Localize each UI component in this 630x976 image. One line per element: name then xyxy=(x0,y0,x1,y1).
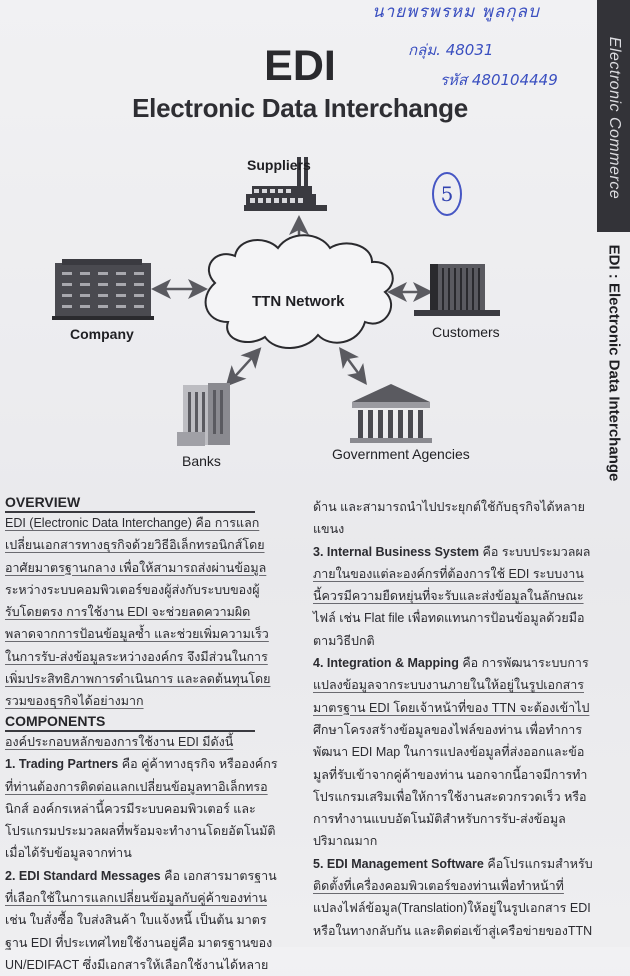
arrow-banks xyxy=(229,351,258,383)
government-columns-icon xyxy=(350,384,432,443)
overview-line: พลาดจากการป้อนข้อมูลซ้ำ และช่วยเพิ่มความเร็ว xyxy=(5,627,269,642)
node-label-government: Government Agencies xyxy=(332,446,470,462)
component-line: โปรแกรมเสริมเพื่อให้การใช้งานสะดวกรวดเร็ว หรือ xyxy=(313,789,587,804)
diagram-graphics xyxy=(0,0,597,480)
arrow-government xyxy=(342,351,364,381)
overview-heading: OVERVIEW xyxy=(5,494,255,513)
component-line: ฐาน EDI ที่ประเทศไทยใช้งานอยู่คือ มาตรฐานของ xyxy=(5,935,273,950)
node-label-banks: Banks xyxy=(182,453,221,469)
component-line: การทำงานแบบอัตโนมัติสำหรับการรับ-ส่งข้อมูล xyxy=(313,812,566,827)
node-label-suppliers: Suppliers xyxy=(247,157,311,173)
component-line: หรือในทางกลับกัน และติดต่อเข้าสู่เครือข่ายของTTN xyxy=(313,923,593,938)
component-line: แปลงข้อมูลจากระบบงานภายในให้อยู่ในรูปเอกสาร xyxy=(313,678,584,693)
component-line: ปริมาณมาก xyxy=(313,834,378,849)
components-intro: องค์ประกอบหลักของการใช้งาน EDI มีดังนี้ xyxy=(5,735,234,749)
overview-line: EDI (Electronic Data Interchange) คือ การแลก xyxy=(5,516,260,530)
component-line: แปลงไฟล์ข้อมูล(Translation)ให้อยู่ในรูปเอกสาร EDI xyxy=(313,901,591,916)
cloud-label-ttn-network: TTN Network xyxy=(252,293,345,310)
component-line: UN/EDIFACT ซึ่งมีเอกสารให้เลือกใช้งานได้หลาย xyxy=(5,957,269,972)
components-right-column xyxy=(313,496,603,942)
component-line: พัฒนา EDI Map ในการแปลงข้อมูลที่ส่งออกและข้อ xyxy=(313,745,585,760)
component-line: ศึกษาโครงสร้างข้อมูลของไฟล์ของท่าน เพื่อทำการ xyxy=(313,722,583,737)
side-section-tab xyxy=(597,0,630,232)
component-line: ภายในของแต่ละองค์กรที่ต้องการใช้ EDI ระบบงาน xyxy=(313,566,584,581)
side-page-title-label: EDI : Electronic Data Interchange xyxy=(605,244,622,482)
overview-line: ระหว่างระบบคอมพิวเตอร์ของผู้ส่งกับระบบของผู้ xyxy=(5,582,260,597)
side-section-label: Electronic Commerce xyxy=(605,36,623,200)
handwritten-group: กลุ่ม. 48031 xyxy=(408,41,494,59)
component-line: ตามวิธีปกติ xyxy=(313,633,375,648)
component-line: 4. Integration & Mapping คือ การพัฒนาระบบการ xyxy=(313,656,589,671)
overview-line: รวมของธุรกิจได้อย่างมาก xyxy=(5,694,144,709)
handwritten-student-id: รหัส 480104449 xyxy=(440,71,558,89)
side-page-title xyxy=(597,232,630,497)
component-line: 2. EDI Standard Messages คือ เอกสารมาตรฐาน xyxy=(5,868,277,883)
node-label-customers: Customers xyxy=(432,324,500,340)
component-line: ไฟล์ เช่น Flat file เพื่อทดแทนการป้อนข้อมูลด้วยมือ xyxy=(313,611,585,626)
components-heading: COMPONENTS xyxy=(5,713,255,732)
cloud-icon xyxy=(206,235,393,348)
page-subtitle: Electronic Data Interchange xyxy=(132,93,468,123)
component-line: ที่ท่านต้องการติดต่อแลกเปลี่ยนข้อมูลทาอิเล็กทรอ xyxy=(5,779,268,794)
component-line: นิกส์ องค์กรเหล่านี้ควรมีระบบคอมพิวเตอร์ และ xyxy=(5,801,256,816)
handwritten-name: นายพรพรหม พูลกุลบ xyxy=(372,2,540,22)
component-line: มูลที่รับเข้าจากคู่ค้าของท่าน นอกจากนี้อาจมีการทำ xyxy=(313,767,588,782)
page-mark-number: 5 xyxy=(440,182,454,206)
page-title: EDI xyxy=(264,42,336,90)
edi-network-diagram xyxy=(0,0,597,480)
overview-line: ในการรับ-ส่งข้อมูลระหว่างองค์กร จึงมีส่วนในการ xyxy=(5,649,268,664)
overview-line: เปลี่ยนเอกสารทางธุรกิจด้วยวิธีอิเล็กทรอนิกส์โดย xyxy=(5,538,265,553)
component-line: โปรแกรมประมวลผลที่พร้อมจะทำงานโดยอัตโนมัติ xyxy=(5,824,276,839)
bank-building-icon xyxy=(177,383,230,446)
component-line: นี้ควรมีความยืดหยุ่นที่จะรับและส่งข้อมูลในลักษณะ xyxy=(313,589,584,604)
component-line: ด้าน และสามารถนำไปประยุกต์ใช้กับธุรกิจได้หลาย xyxy=(313,500,585,514)
tower-building-icon xyxy=(414,264,500,316)
component-line: เช่น ใบสั่งซื้อ ใบส่งสินค้า ใบแจ้งหนี้ เป็นต้น มาตร xyxy=(5,913,267,928)
component-line: มาตรฐาน EDI โดยเจ้าหน้าที่ของ TTN จะต้องเข้าไป xyxy=(313,700,590,715)
component-line: 1. Trading Partners คือ คู่ค้าทางธุรกิจ หรือองค์กร xyxy=(5,757,278,772)
component-line: 5. EDI Management Software คือโปรแกรมสำหรับ xyxy=(313,856,593,871)
office-building-icon xyxy=(52,259,154,320)
components-left-column xyxy=(5,731,305,976)
overview-text xyxy=(5,512,305,713)
component-line: เมื่อได้รับข้อมูลจากท่าน xyxy=(5,846,132,861)
overview-line: รับโดยตรง การใช้งาน EDI จะช่วยลดความผิด xyxy=(5,605,251,620)
component-line: ที่เลือกใช้ในการแลกเปลี่ยนข้อมูลกับคู่ค้าของท่าน xyxy=(5,891,267,906)
component-line: แขนง xyxy=(313,522,345,537)
overview-line: เพิ่มประสิทธิภาพการดำเนินการ และลดต้นทุนโดย xyxy=(5,672,271,687)
component-line: 3. Internal Business System คือ ระบบประมวลผล xyxy=(313,544,591,559)
overview-line: อาศัยมาตรฐานกลาง เพื่อให้สามารถส่งผ่านข้อมูล xyxy=(5,560,267,575)
component-line: ติดตั้งที่เครื่องคอมพิวเตอร์ของท่านเพื่อทำหน้าที่ xyxy=(313,879,564,894)
node-label-company: Company xyxy=(70,326,134,342)
